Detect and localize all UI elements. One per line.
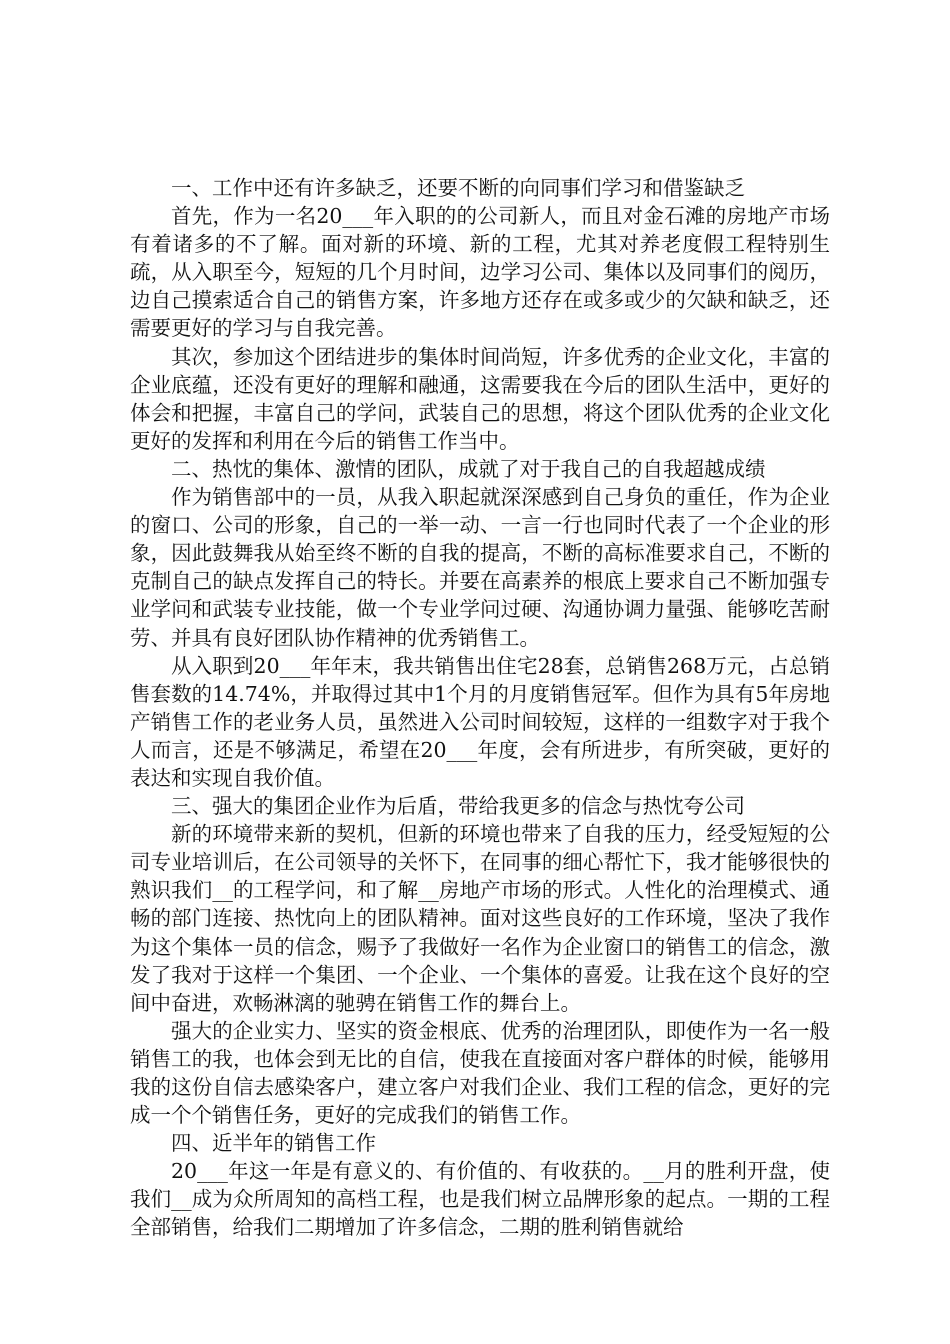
body-paragraph: 首先，作为一名20___年入职的的公司新人，而且对金石滩的房地产市场有着诸多的不了解。面对新的环境、新的工程，尤其对养老度假工程特别生疏，从入职至今，短短的几个月时间，边学习公司、集体以及同事们的阅历，边自己摸索适合自己的销售方案，许多地方还存在或多或少的欠缺和缺乏，还需要更好的学习与自我完善。 <box>130 204 830 341</box>
body-paragraph: 强大的企业实力、坚实的资金根底、优秀的治理团队，即使作为一名一般销售工的我，也体会到无比的自信，使我在直接面对客户群体的时候，能够用我的这份自信去感染客户，建立客户对我们企业、我们工程的信念，更好的完成一个个销售任务，更好的完成我们的销售工作。 <box>130 1018 830 1128</box>
section-heading-1: 一、工作中还有许多缺乏，还要不断的向同事们学习和借鉴缺乏 <box>171 176 745 200</box>
section-heading-2: 二、热忱的集体、激情的团队，成就了对于我自己的自我超越成绩 <box>171 456 766 481</box>
body-paragraph: 其次，参加这个团结进步的集体时间尚短，许多优秀的企业文化，丰富的企业底蕴，还没有更好的理解和融通，这需要我在今后的团队生活中，更好的体会和把握，丰富自己的学问，武装自己的思想，将这个团队优秀的企业文化更好的发挥和利用在今后的销售工作当中。 <box>130 344 830 453</box>
document-body <box>130 174 830 1242</box>
body-paragraph: 20___年这一年是有意义的、有价值的、有收获的。__月的胜利开盘，使我们__成为众所周知的高档工程，也是我们树立品牌形象的起点。一期的工程全部销售，给我们二期增加了许多信念，二期的胜利销售就给 <box>130 1159 830 1240</box>
body-paragraph: 从入职到20___年年末，我共销售出住宅28套，总销售268万元，占总销售套数的14.74%，并取得过其中1个月的月度销售冠军。但作为具有5年房地产销售工作的老业务人员，虽然进入公司时间较短，这样的一组数字对于我个人而言，还是不够满足，希望在20___年度，会有所进步，有所突破，更好的表达和实现自我价值。 <box>130 653 830 790</box>
body-paragraph: 新的环境带来新的契机，但新的环境也带来了自我的压力，经受短短的公司专业培训后，在公司领导的关怀下，在同事的细心帮忙下，我才能够很快的熟识我们__的工程学问，和了解__房地产市场的形式。人性化的治理模式、通畅的部门连接、热忱向上的团队精神。面对这些良好的工作环境，坚决了我作为这个集体一员的信念，赐予了我做好一名作为企业窗口的销售工的信念，激发了我对于这样一个集团、一个企业、一个集体的喜爱。让我在这个良好的空间中奋进，欢畅淋漓的驰骋在销售工作的舞台上。 <box>130 822 830 1015</box>
section-heading-3: 三、强大的集团企业作为后盾，带给我更多的信念与热忱夸公司 <box>171 794 745 819</box>
body-paragraph: 作为销售部中的一员，从我入职起就深深感到自己身负的重任，作为企业的窗口、公司的形象，自己的一举一动、一言一行也同时代表了一个企业的形象，因此鼓舞我从始至终不断的自我的提高，不断的高标准要求自己，不断的克制自己的缺点发挥自己的特长。并要在高素养的根底上要求自己不断加强专业学问和武装专业技能，做一个专业学问过硬、沟通协调力量强、能够吃苦耐劳、并具有良好团队协作精神的优秀销售工。 <box>130 485 830 650</box>
section-heading-4: 四、近半年的销售工作 <box>171 1131 376 1156</box>
